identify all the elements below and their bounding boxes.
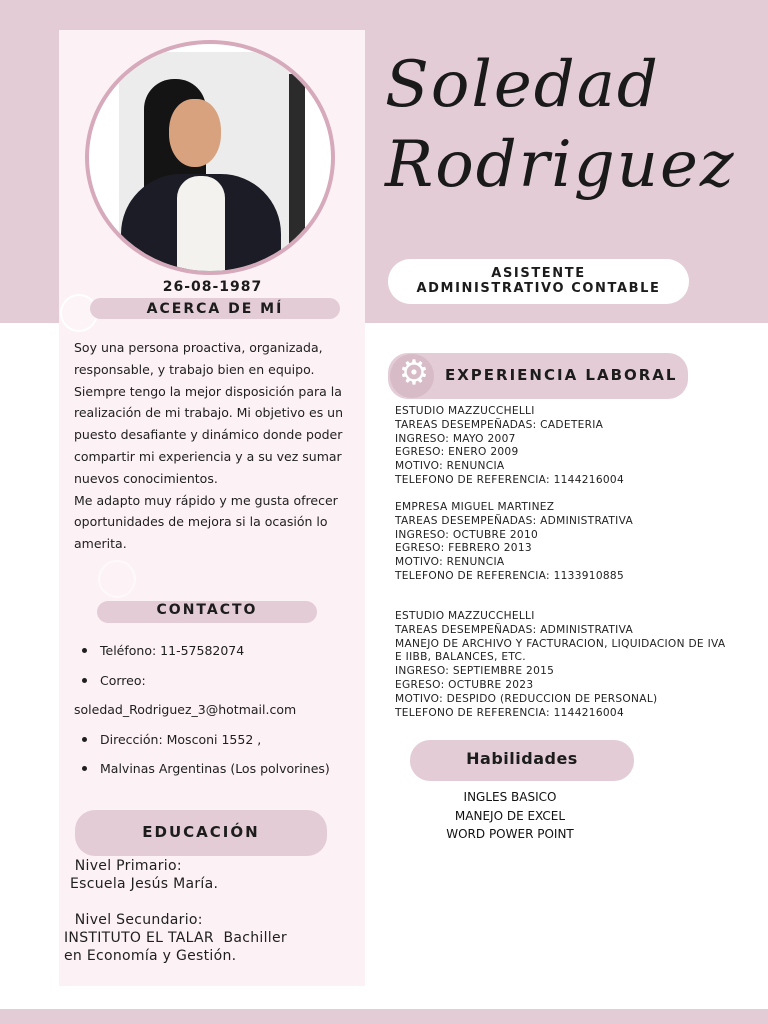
experience-heading: EXPERIENCIA LABORAL (388, 353, 688, 399)
photo-door-frame (289, 74, 305, 264)
job-entry-1 (395, 405, 765, 488)
job-2-line: EGRESO: FEBRERO 2013 (395, 542, 532, 555)
job-1-line: ESTUDIO MAZZUCCHELLI (395, 405, 535, 417)
job-3-line: EGRESO: OCTUBRE 2023 (395, 678, 534, 691)
job-1-line: EGRESO: ENERO 2009 (395, 446, 519, 459)
job-2-line: EMPRESA MIGUEL MARTINEZ (395, 501, 555, 513)
skills-list (430, 788, 590, 844)
job-entry-3 (395, 610, 765, 720)
gear-icon: ⚙ (398, 353, 430, 393)
job-2-line: MOTIVO: RENUNCIA (395, 556, 505, 569)
job-title-badge (388, 259, 689, 304)
job-title-line-2: ADMINISTRATIVO CONTABLE (416, 281, 661, 296)
job-3-line: INGRESO: SEPTIEMBRE 2015 (395, 665, 555, 678)
contact-email[interactable]: soledad_Rodriguez_3@hotmail.com (74, 702, 297, 717)
job-2-line: TAREAS DESEMPEÑADAS: ADMINISTRATIVA (395, 514, 634, 527)
phone-icon (98, 560, 136, 598)
profile-photo (85, 40, 335, 275)
job-2-line: TELEFONO DE REFERENCIA: 1133910885 (395, 569, 624, 582)
job-3-line: ESTUDIO MAZZUCCHELLI (395, 610, 535, 622)
contact-email-label: Correo: (74, 670, 364, 700)
edu-spacer (64, 893, 364, 911)
contact-phone: Teléfono: 11-57582074 (74, 640, 364, 670)
education-text (64, 857, 364, 965)
birth-date: 26-08-1987 (162, 279, 263, 295)
edu-primary-level: Nivel Primario: (70, 858, 182, 874)
contact-heading: CONTACTO (97, 601, 317, 623)
edu-primary-school: Escuela Jesús María. (70, 876, 219, 892)
education-heading: EDUCACIÓN (75, 810, 327, 856)
job-1-line: TAREAS DESEMPEÑADAS: CADETERIA (395, 418, 604, 431)
contact-city: Malvinas Argentinas (Los polvorines) (74, 758, 364, 788)
job-3-line: MANEJO DE ARCHIVO Y FACTURACION, LIQUIDACION DE IVA (395, 637, 726, 650)
skill-item: INGLES BASICO (463, 790, 557, 804)
about-paragraph-1: Soy una persona proactiva, organizada, responsable, y trabajo bien en equipo. Siempre tengo la mejor disposición para la realización de mi trabajo. Mi objetivo es un puesto desafiante y dinámico donde poder compartir mi experiencia y a su vez sumar nuevos conocimientos. (74, 340, 344, 486)
job-3-line: E IIBB, BALANCES, ETC. (395, 651, 526, 664)
first-name: Soledad (385, 48, 660, 122)
job-1-line: MOTIVO: RENUNCIA (395, 460, 505, 473)
edu-secondary-level: Nivel Secundario: (70, 912, 203, 928)
skill-item: MANEJO DE EXCEL (454, 808, 566, 823)
contact-list (74, 640, 364, 788)
job-3-line: TAREAS DESEMPEÑADAS: ADMINISTRATIVA (395, 623, 634, 636)
about-heading: ACERCA DE MÍ (90, 298, 340, 319)
job-2-line: INGRESO: OCTUBRE 2010 (395, 528, 539, 541)
job-3-line: MOTIVO: DESPIDO (REDUCCION DE PERSONAL) (395, 692, 658, 705)
job-1-line: INGRESO: MAYO 2007 (395, 432, 516, 445)
skills-heading: Habilidades (410, 740, 634, 781)
footer-band (0, 1009, 768, 1024)
photo-shirt (177, 176, 225, 275)
contact-address: Dirección: Mosconi 1552 , (74, 729, 364, 759)
about-paragraph-2: Me adapto muy rápido y me gusta ofrecer oportunidades de mejora si la ocasión lo amerita. (74, 492, 338, 552)
job-1-line: TELEFONO DE REFERENCIA: 1144216004 (395, 473, 624, 486)
edu-secondary-school: INSTITUTO EL TALAR Bachiller (64, 930, 287, 946)
last-name: Rodriguez (385, 128, 736, 202)
job-title-line-1: ASISTENTE (491, 266, 586, 281)
photo-face (169, 99, 221, 167)
about-text (74, 337, 359, 555)
edu-secondary-degree: en Economía y Gestión. (64, 948, 237, 964)
skill-item: WORD POWER POINT (446, 827, 574, 841)
job-3-line: TELEFONO DE REFERENCIA: 1144216004 (395, 706, 624, 719)
job-entry-2 (395, 501, 765, 584)
